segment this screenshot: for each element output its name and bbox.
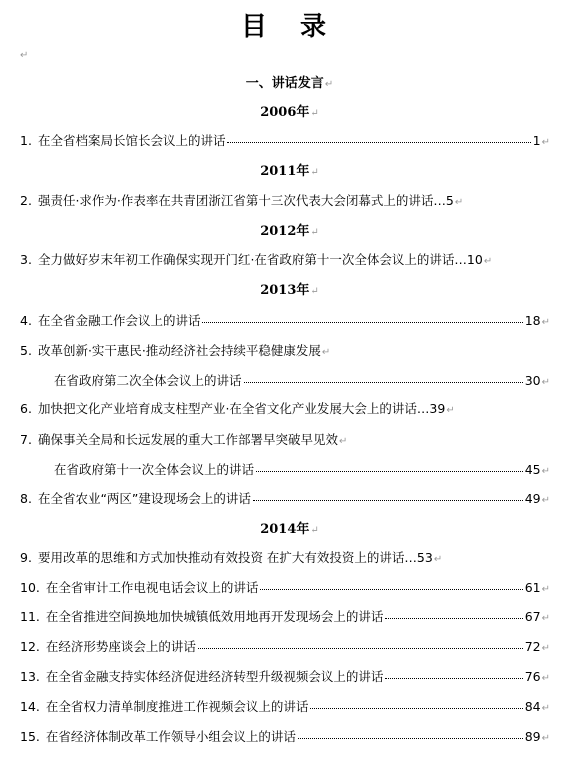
year-heading: 2006年↵ [260,105,319,120]
toc-entry: 1. 在全省档案局长馆长会议上的讲话 1 ↵ [20,133,550,148]
toc-entry: 5. 改革创新·实干惠民·推动经济社会持续平稳健康发展↵ [20,343,331,358]
year-heading: 2013年↵ [260,283,319,298]
toc-entry: 12. 在经济形势座谈会上的讲话 72 ↵ [20,639,550,654]
toc-entry: 4. 在全省金融工作会议上的讲话 18 ↵ [20,313,550,328]
toc-entry-continuation: 在省政府第十一次全体会议上的讲话 45 ↵ [54,462,550,477]
page-title: 目 录 [240,12,339,42]
toc-entry: 3. 全力做好岁末年初工作确保实现开门红·在省政府第十一次全体会议上的讲话… 10 ↵ [20,252,493,267]
toc-entry: 11. 在全省推进空间换地加快城镇低效用地再开发现场会上的讲话 67 ↵ [20,609,550,624]
toc-entry-continuation: 在省政府第二次全体会议上的讲话 30 ↵ [54,373,550,388]
year-heading: 2011年↵ [260,164,319,179]
toc-entry: 9. 要用改革的思维和方式加快推动有效投资 在扩大有效投资上的讲话… 53 ↵ [20,550,443,565]
toc-entry: 8. 在全省农业“两区”建设现场会上的讲话 49 ↵ [20,491,550,506]
year-heading: 2012年↵ [260,224,319,239]
toc-entry: 14. 在全省权力清单制度推进工作视频会议上的讲话 84 ↵ [20,699,550,714]
year-heading: 2014年↵ [260,522,319,537]
toc-entry: 7. 确保事关全局和长远发展的重大工作部署早突破早见效↵ [20,432,348,447]
toc-entry: 6. 加快把文化产业培育成支柱型产业·在全省文化产业发展大会上的讲话… 39 ↵ [20,401,455,416]
toc-entry: 13. 在全省金融支持实体经济促进经济转型升级视频会议上的讲话 76 ↵ [20,669,550,684]
toc-entry: 2. 强责任·求作为·作表率在共青团浙江省第十三次代表大会闭幕式上的讲话… 5 ↵ [20,193,464,208]
paragraph-mark-icon: ↵ [20,50,29,61]
section-heading: 一、讲话发言↵ [245,76,334,91]
toc-entry: 10. 在全省审计工作电视电话会议上的讲话 61 ↵ [20,580,550,595]
toc-entry: 15. 在省经济体制改革工作领导小组会议上的讲话 89 ↵ [20,729,550,744]
